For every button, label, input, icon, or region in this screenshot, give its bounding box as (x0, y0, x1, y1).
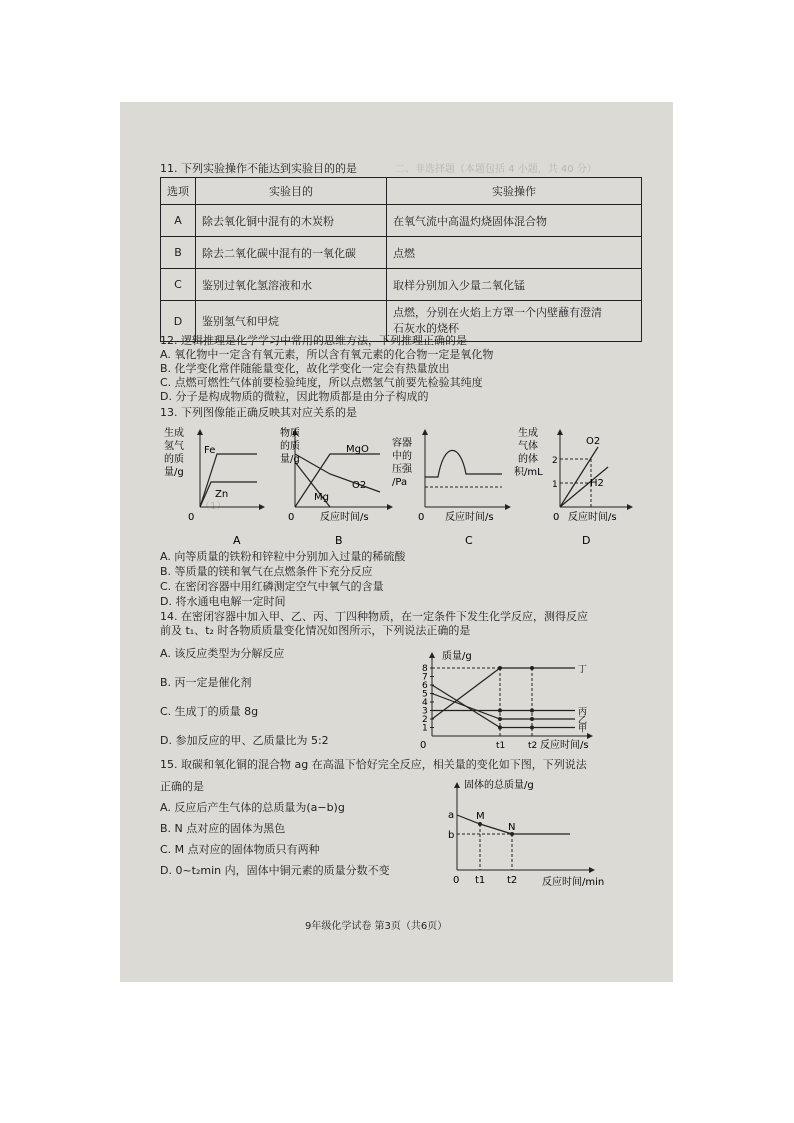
q14-ytick-6: 6 (422, 681, 428, 691)
q14-ytick-7: 7 (422, 672, 428, 683)
row-purpose: 除去氧化铜中混有的木炭粉 (196, 205, 387, 237)
q14-series-甲 (432, 685, 575, 728)
q14-point (530, 717, 534, 721)
row-option: D (161, 301, 196, 342)
q15-option-a: A. 反应后产生气体的总质量为(a−b)g (160, 801, 345, 814)
row-operation-line2: 石灰水的烧杯 (393, 322, 459, 335)
q15-label-a: a (448, 810, 455, 821)
q15-origin: 0 (453, 875, 460, 886)
q14-origin: 0 (420, 740, 427, 751)
graph-b-o2-line (295, 454, 380, 492)
graph-b (280, 426, 390, 547)
row-operation: 在氧气流中高温灼烧固体混合物 (387, 205, 642, 237)
q12-stem: 12. 逻辑推理是化学学习中常用的思维方法，下列推理正确的是 (160, 334, 467, 347)
q12-option-c: C. 点燃可燃性气体前要检验纯度，所以点燃氢气前要先检验其纯度 (160, 376, 483, 389)
q14-series-label: 乙 (578, 716, 588, 726)
q14-series-label: 丙 (578, 707, 588, 718)
q12-option-b: B. 化学变化常伴随能量变化，故化学变化一定会有热量放出 (160, 362, 450, 375)
graph-c-pressure-curve (425, 450, 502, 477)
q15-label-t1: t1 (475, 875, 486, 886)
q14-series-乙 (432, 694, 575, 720)
q14-xtick-t1: t1 (496, 741, 506, 751)
row-purpose: 除去二氧化碳中混有的一氧化碳 (196, 237, 387, 269)
graph-a-origin: 0 (188, 512, 195, 523)
row-purpose: 鉴别过氧化氢溶液和水 (196, 269, 387, 301)
row-operation: 取样分别加入少量二氧化锰 (387, 269, 642, 301)
graph-d-xlabel: 反应时间/s (568, 512, 617, 523)
q15-label-n: N (508, 822, 516, 833)
graph-b-ylabel-3: 量/g (280, 454, 300, 465)
q12-option-a: A. 氧化物中一定含有氧元素，所以含有氧元素的化合物一定是氧化物 (160, 348, 494, 361)
q13-option-c: C. 在密闭容器中用红磷测定空气中氧气的含量 (160, 580, 384, 593)
graph-c-ylabel-2: 中的 (392, 451, 412, 462)
graph-a-zn-label: Zn (215, 489, 229, 500)
q14-point (498, 709, 502, 713)
q14-series-label: 丁 (578, 665, 588, 675)
graph-d-o2-line (560, 447, 598, 507)
row-option: B (161, 237, 196, 269)
header-operation: 实验操作 (387, 178, 642, 205)
q13-option-a: A. 向等质量的铁粉和锌粒中分别加入过量的稀硫酸 (160, 550, 406, 563)
graph-d-tick-lo: 1 (552, 480, 558, 490)
graph-a-fe-label: Fe (204, 445, 216, 456)
graph-d (514, 426, 630, 547)
graph-a-letter: A (233, 534, 241, 547)
q14-ytick-1: 1 (422, 723, 428, 734)
q15-label-b: b (448, 830, 455, 841)
q14-ytick-3: 3 (422, 706, 428, 717)
q15-stem-1: 15. 取碳和氧化铜的混合物 ag 在高温下恰好完全反应，相关量的变化如下图，下列说法 (160, 758, 587, 771)
graph-b-ylabel-2: 的质 (280, 441, 300, 452)
q13-option-b: B. 等质量的镁和氧气在点燃条件下充分反应 (160, 565, 373, 578)
q15-label-t2: t2 (507, 875, 518, 886)
q14-ytick-2: 2 (422, 715, 428, 725)
graph-a-fe-line (200, 454, 257, 507)
graph-b-origin: 0 (288, 512, 295, 523)
header-purpose: 实验目的 (196, 178, 387, 205)
graph-d-h2-label: H2 (590, 478, 604, 489)
graph-b-mg-label: Mg (314, 492, 329, 503)
q14-stem-1: 14. 在密闭容器中加入甲、乙、丙、丁四种物质，在一定条件下发生化学反应，测得反应 (160, 610, 588, 623)
q13-option-d: D. 将水通电电解一定时间 (160, 595, 286, 608)
q15-label-m: M (476, 811, 485, 822)
graph-a-ylabel-1: 生成 (164, 428, 184, 439)
graph-d-ylabel-4: 积/mL (514, 467, 543, 478)
graph-d-tick-hi: 2 (552, 456, 558, 466)
bleed-through: （1） (200, 501, 227, 512)
row-operation: 点燃 (387, 237, 642, 269)
graph-a-ylabel-4: 量/g (164, 467, 184, 478)
q15-stem-2: 正确的是 (160, 780, 204, 793)
page-footer: 9年级化学试卷 第3页（共6页） (305, 921, 448, 932)
q15-point-m (478, 822, 482, 826)
bleed-through: 二、非选择题（本题包括 4 小题，共 40 分） (395, 164, 597, 175)
q14-option-a: A. 该反应类型为分解反应 (160, 647, 285, 660)
graph-d-letter: D (582, 534, 591, 547)
row-option: C (161, 269, 196, 301)
q15-option-c: C. M 点对应的固体物质只有两种 (160, 843, 320, 856)
q14-option-b: B. 丙一定是催化剂 (160, 676, 252, 689)
graph-b-mgo-label: MgO (346, 444, 369, 455)
q14-series-label: 甲 (578, 724, 588, 735)
q14-series-丁 (432, 668, 575, 719)
q14-ylabel: 质量/g (442, 651, 472, 662)
q14-point (498, 717, 502, 721)
q14-ytick-8: 8 (422, 664, 428, 674)
graph-a-ylabel-2: 氢气 (164, 441, 184, 452)
q14-point (530, 726, 534, 730)
graph-b-letter: B (335, 534, 343, 547)
q15-option-b: B. N 点对应的固体为黑色 (160, 822, 286, 835)
q12-option-d: D. 分子是构成物质的微粒，因此物质都是由分子构成的 (160, 390, 429, 403)
graph-b-xlabel: 反应时间/s (320, 512, 369, 523)
q14-option-c: C. 生成丁的质量 8g (160, 705, 259, 718)
q15-chart (448, 778, 604, 888)
q14-stem-2: 前及 t₁、t₂ 时各物质质量变化情况如图所示，下列说法正确的是 (160, 624, 471, 637)
q14-point (530, 709, 534, 713)
q11-stem: 11. 下列实验操作不能达到实验目的的是 (160, 162, 357, 175)
graph-a (164, 426, 262, 547)
graph-d-o2-label: O2 (586, 436, 601, 447)
q15-ylabel: 固体的总质量/g (464, 780, 534, 791)
graph-c (392, 432, 508, 547)
graph-c-origin: 0 (418, 512, 425, 523)
graph-d-ylabel-2: 气体 (518, 441, 538, 452)
graph-a-ylabel-3: 的质 (164, 454, 184, 465)
q14-ytick-4: 4 (422, 698, 428, 708)
q14-xtick-t2: t2 (528, 741, 538, 751)
q14-xlabel: 反应时间/s (540, 740, 589, 751)
graph-c-ylabel-4: /Pa (392, 477, 408, 488)
graph-c-letter: C (465, 534, 473, 547)
graph-d-ylabel-1: 生成 (518, 428, 538, 439)
q14-point (530, 666, 534, 670)
q15-xlabel: 反应时间/min (542, 877, 605, 888)
graph-b-o2-label: O2 (352, 480, 367, 491)
header-option: 选项 (161, 178, 196, 205)
q15-option-d: D. 0~t₂min 内，固体中铜元素的质量分数不变 (160, 864, 390, 877)
q14-option-d: D. 参加反应的甲、乙质量比为 5:2 (160, 734, 329, 747)
graph-d-ylabel-3: 的体 (518, 454, 538, 465)
row-operation-line1: 点燃，分别在火焰上方罩一个内壁蘸有澄清 (393, 306, 602, 319)
q14-point (498, 666, 502, 670)
row-purpose: 鉴别氢气和甲烷 (196, 301, 387, 342)
q14-ytick-5: 5 (422, 689, 428, 700)
graph-a-zn-line (200, 482, 257, 507)
graph-d-origin: 0 (553, 512, 560, 523)
exam-page (120, 102, 673, 982)
row-option: A (161, 205, 196, 237)
q13-stem: 13. 下列图像能正确反映其对应关系的是 (160, 406, 357, 419)
graph-b-ylabel-1: 物质 (280, 428, 300, 439)
graph-c-ylabel-3: 压强 (392, 464, 412, 475)
graph-c-ylabel-1: 容器 (392, 438, 412, 449)
q14-chart (420, 649, 590, 751)
q14-point (498, 726, 502, 730)
graph-c-xlabel: 反应时间/s (445, 512, 494, 523)
